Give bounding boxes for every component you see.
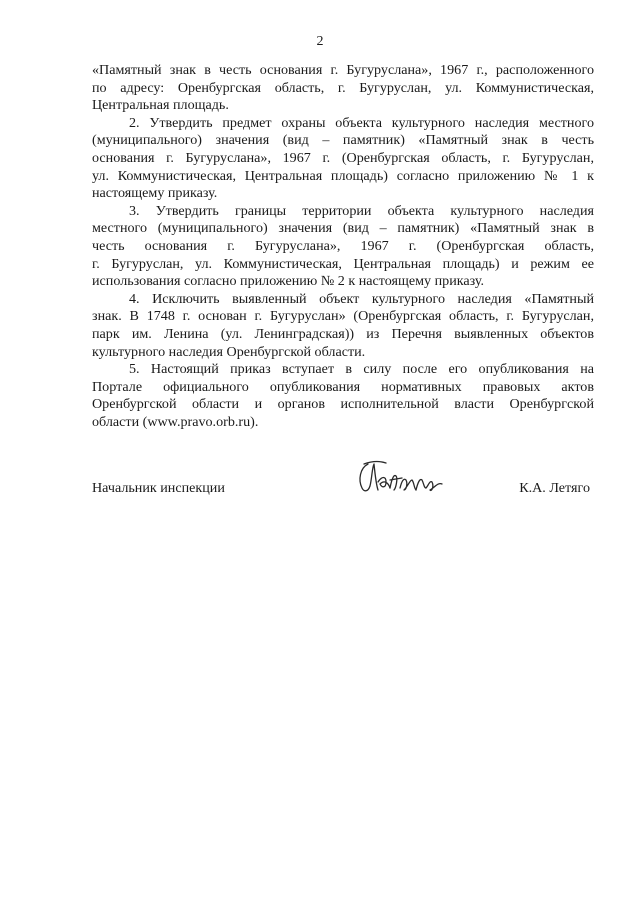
text-line: 4. Исключить выявленный объект культурного наследия «Памятный: [129, 290, 594, 307]
text-line: основания г. Бугуруслана», 1967 г. (Оренбургская область, г. Бугуруслан,: [92, 149, 594, 166]
paragraph-intro: [92, 62, 594, 115]
signer-name: К.А. Летяго: [519, 480, 590, 496]
text-line: области (www.pravo.orb.ru).: [92, 413, 259, 430]
paragraph-item-4: [92, 291, 594, 361]
text-line: ул. Коммунистическая, Центральная площадь) согласно приложению № 1 к: [92, 167, 594, 184]
handwritten-signature: [354, 458, 446, 498]
text-line: 2. Утвердить предмет охраны объекта культурного наследия местного: [129, 114, 594, 131]
document-body: [92, 62, 594, 431]
text-line: по адресу: Оренбургская область, г. Бугуруслан, ул. Коммунистическая,: [92, 79, 594, 96]
text-line: культурного наследия Оренбургской области.: [92, 343, 366, 360]
text-line: 3. Утвердить границы территории объекта культурного наследия: [129, 202, 594, 219]
page-number: 2: [316, 34, 324, 49]
text-line: «Памятный знак в честь основания г. Бугуруслана», 1967 г., расположенного: [92, 62, 594, 78]
paragraph-item-3: [92, 203, 594, 291]
text-line: использования согласно приложению № 2 к настоящему приказу.: [92, 273, 485, 290]
paragraph-item-2: [92, 115, 594, 203]
text-line: честь основания г. Бугуруслана», 1967 г. (Оренбургская область,: [92, 237, 594, 254]
text-line: (муниципального) значения (вид – памятник) «Памятный знак в честь: [92, 132, 594, 149]
text-line: Оренбургской области и органов исполнительной власти Оренбургской: [92, 396, 594, 413]
text-line: знак. В 1748 г. основан г. Бугуруслан» (Оренбургская область, г. Бугуруслан,: [92, 308, 594, 325]
signer-position: Начальник инспекции: [92, 480, 225, 496]
text-line: настоящему приказу.: [92, 185, 218, 202]
text-line: местного (муниципального) значения (вид – памятник) «Памятный знак в: [92, 220, 594, 237]
text-line: парк им. Ленина (ул. Ленинградская)) из Перечня выявленных объектов: [92, 325, 594, 342]
text-line: Портале официального опубликования нормативных правовых актов: [92, 378, 594, 395]
paragraph-item-5: [92, 361, 594, 431]
text-line: Центральная площадь.: [92, 97, 229, 114]
text-line: 5. Настоящий приказ вступает в силу после его опубликования на: [129, 361, 594, 378]
signature-block: [92, 470, 594, 510]
text-line: г. Бугуруслан, ул. Коммунистическая, Центральная площадь) и режим ее: [92, 255, 594, 272]
